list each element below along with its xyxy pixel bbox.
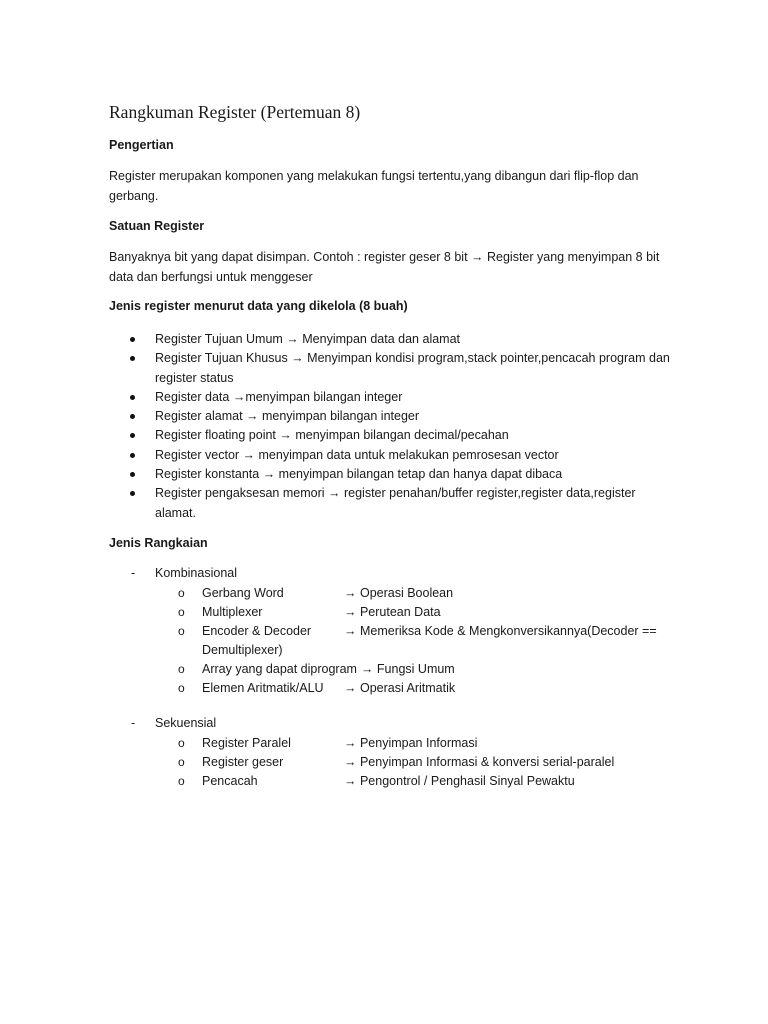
item-name: Array yang dapat diprogram — [202, 662, 357, 676]
item-desc: → Perutean Data — [344, 605, 441, 619]
item-desc: → Pengontrol / Penghasil Sinyal Pewaktu — [344, 774, 575, 788]
item-name: Multiplexer — [202, 605, 263, 619]
list-item — [178, 679, 698, 698]
list-item — [109, 484, 709, 523]
list-item-text: Register alamat → menyimpan bilangan integer — [155, 409, 420, 424]
kombinasional-list — [178, 584, 698, 698]
paragraph-line: Banyaknya bit yang dapat disimpan. Contoh : register geser 8 bit → Register yang menyimpan 8 bit — [109, 250, 660, 264]
list-item-text: alamat. — [155, 505, 196, 520]
bullet-icon — [130, 433, 135, 438]
paragraph-line: Register merupakan komponen yang melakukan fungsi tertentu,yang dibangun dari flip-flop dan — [109, 169, 639, 183]
dash-marker: - — [131, 716, 136, 730]
item-desc: → Operasi Boolean — [344, 586, 454, 600]
list-item-text: Register floating point → menyimpan bilangan decimal/pecahan — [155, 428, 509, 443]
list-item-text: Register konstanta → menyimpan bilangan tetap dan hanya dapat dibaca — [155, 467, 563, 482]
section-heading-satuan: Satuan Register — [109, 219, 205, 233]
list-item — [178, 660, 698, 679]
list-item — [109, 349, 709, 388]
bullet-icon — [130, 395, 135, 400]
item-name: Register geser — [202, 755, 284, 769]
bullet-icon — [130, 453, 135, 458]
group-label-kombinasional: Kombinasional — [155, 566, 237, 580]
bullet-icon — [130, 356, 135, 361]
circle-bullet-icon: o — [178, 736, 185, 750]
circle-bullet-icon: o — [178, 681, 185, 695]
circle-bullet-icon: o — [178, 774, 185, 788]
circle-bullet-icon: o — [178, 755, 185, 769]
list-item — [109, 407, 709, 426]
bullet-icon — [130, 491, 135, 496]
bullet-icon — [130, 337, 135, 342]
circle-bullet-icon: o — [178, 605, 185, 619]
list-item — [178, 584, 698, 603]
paragraph-line: data dan berfungsi untuk menggeser — [109, 269, 313, 284]
item-name: Elemen Aritmatik/ALU — [202, 681, 324, 695]
section-heading-jenis-rangkaian: Jenis Rangkaian — [109, 536, 208, 550]
item-name: Gerbang Word — [202, 586, 284, 600]
list-item-text: Register Tujuan Umum → Menyimpan data dan alamat — [155, 332, 461, 346]
item-desc: → Operasi Aritmatik — [344, 681, 456, 695]
item-desc: → Memeriksa Kode & Mengkonversikannya(Decoder == — [344, 624, 657, 638]
circle-bullet-icon: o — [178, 586, 185, 600]
circle-bullet-icon: o — [178, 624, 185, 638]
item-desc-continued: Demultiplexer) — [202, 643, 283, 657]
paragraph-pengertian — [109, 167, 689, 206]
bullet-icon — [130, 472, 135, 477]
list-item — [109, 446, 709, 465]
paragraph-line: gerbang. — [109, 188, 159, 203]
list-item-text: Register vector → menyimpan data untuk melakukan pemrosesan vector — [155, 447, 559, 462]
list-item — [109, 465, 709, 484]
list-item-text: Register data →menyimpan bilangan integer — [155, 389, 403, 404]
sekuensial-list — [178, 734, 698, 791]
dash-marker: - — [131, 566, 136, 580]
list-item — [109, 426, 709, 445]
group-label-sekuensial: Sekuensial — [155, 716, 217, 730]
bullet-icon — [130, 414, 135, 419]
list-item — [178, 622, 698, 660]
item-name: Register Paralel — [202, 736, 291, 750]
list-item — [178, 772, 698, 791]
list-item — [109, 330, 709, 349]
section-heading-pengertian: Pengertian — [109, 138, 174, 152]
item-name: Encoder & Decoder — [202, 624, 312, 638]
register-type-list — [109, 330, 709, 523]
list-item-text: Register Tujuan Khusus → Menyimpan kondisi program,stack pointer,pencacah program dan — [155, 351, 670, 366]
circle-bullet-icon: o — [178, 662, 185, 676]
list-item — [178, 603, 698, 622]
list-item — [109, 388, 709, 407]
item-name: Pencacah — [202, 774, 258, 788]
paragraph-satuan — [109, 248, 689, 287]
list-item-text: register status — [155, 370, 234, 385]
item-desc: → Penyimpan Informasi — [344, 736, 478, 750]
list-item-text: Register pengaksesan memori → register penahan/buffer register,register data,register — [155, 486, 636, 501]
item-desc: → Fungsi Umum — [360, 662, 455, 676]
page-title: Rangkuman Register (Pertemuan 8) — [109, 102, 361, 122]
list-item — [178, 753, 698, 772]
section-heading-jenis-register: Jenis register menurut data yang dikelola (8 buah) — [109, 299, 408, 313]
list-item — [178, 734, 698, 753]
item-desc: → Penyimpan Informasi & konversi serial-paralel — [344, 755, 615, 769]
